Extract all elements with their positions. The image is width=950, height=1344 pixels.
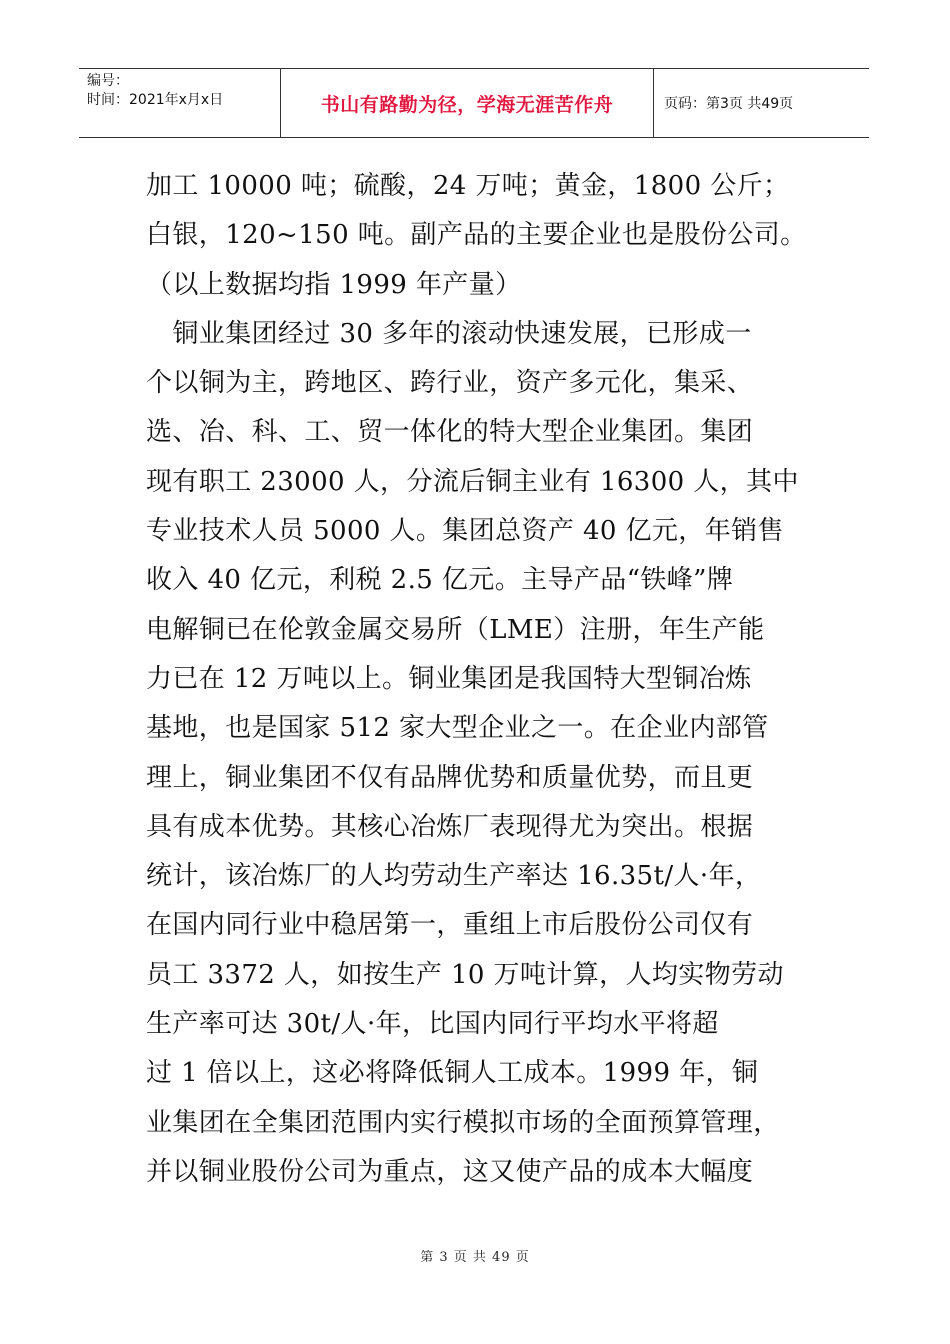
header-motto: 书山有路勤为径，学海无涯苦作舟 (320, 93, 614, 116)
text-line: 铜业集团经过 30 多年的滚动快速发展，已形成一 (146, 318, 752, 349)
number-label: 编号： (87, 73, 129, 89)
text-line: 过 1 倍以上，这必将降低铜人工成本。1999 年，铜 (146, 1058, 759, 1089)
text-line: 在国内同行业中稳居第一，重组上市后股份公司仅有 (146, 910, 754, 941)
text-line: 现有职工 23000 人，分流后铜主业有 16300 人，其中 (146, 466, 799, 497)
text-line: 生产率可达 30t/人·年，比国内同行平均水平将超 (146, 1009, 719, 1040)
page-footer: 第 3 页 共 49 页 (420, 1250, 530, 1265)
text-line: 白银，120~150 吨。副产品的主要企业也是股份公司。 (146, 220, 807, 251)
text-line: 并以铜业股份公司为重点，这又使产品的成本大幅度 (146, 1156, 754, 1187)
text-line: 加工 10000 吨；硫酸，24 万吨；黄金，1800 公斤； (146, 171, 790, 201)
header-meta (79, 69, 281, 137)
header-motto-cell (281, 69, 654, 137)
text-line: 理上，铜业集团不仅有品牌优势和质量优势，而且更 (146, 762, 754, 793)
text-line: 业集团在全集团范围内实行模拟市场的全面预算管理， (146, 1107, 780, 1138)
text-line: 专业技术人员 5000 人。集团总资产 40 亿元，年销售 (146, 516, 784, 547)
page-header (79, 68, 869, 138)
text-line: 个以铜为主，跨地区、跨行业，资产多元化，集采、 (146, 368, 754, 399)
text-line: 基地，也是国家 512 家大型企业之一。在企业内部管 (146, 713, 769, 744)
text-line: 员工 3372 人，如按生产 10 万吨计算，人均实物劳动 (146, 959, 784, 990)
text-line: 电解铜已在伦敦金属交易所（LME）注册，年生产能 (146, 614, 765, 645)
text-line: 具有成本优势。其核心冶炼厂表现得尤为突出。根据 (146, 811, 754, 842)
text-line: （以上数据均指 1999 年产量） (146, 269, 522, 300)
header-page-info: 页码：第3页 共49页 (664, 96, 794, 112)
text-line: 选、冶、科、工、贸一体化的特大型企业集团。集团 (146, 417, 754, 448)
header-page-cell (654, 69, 869, 137)
time-label: 时间：2021年x月x日 (87, 92, 224, 108)
text-line: 力已在 12 万吨以上。铜业集团是我国特大型铜冶炼 (146, 663, 752, 694)
text-line: 统计，该冶炼厂的人均劳动生产率达 16.35t/人·年， (146, 861, 762, 892)
text-line: 收入 40 亿元，利税 2.5 亿元。主导产品“铁峰”牌 (146, 565, 734, 596)
document-body (146, 162, 826, 1197)
